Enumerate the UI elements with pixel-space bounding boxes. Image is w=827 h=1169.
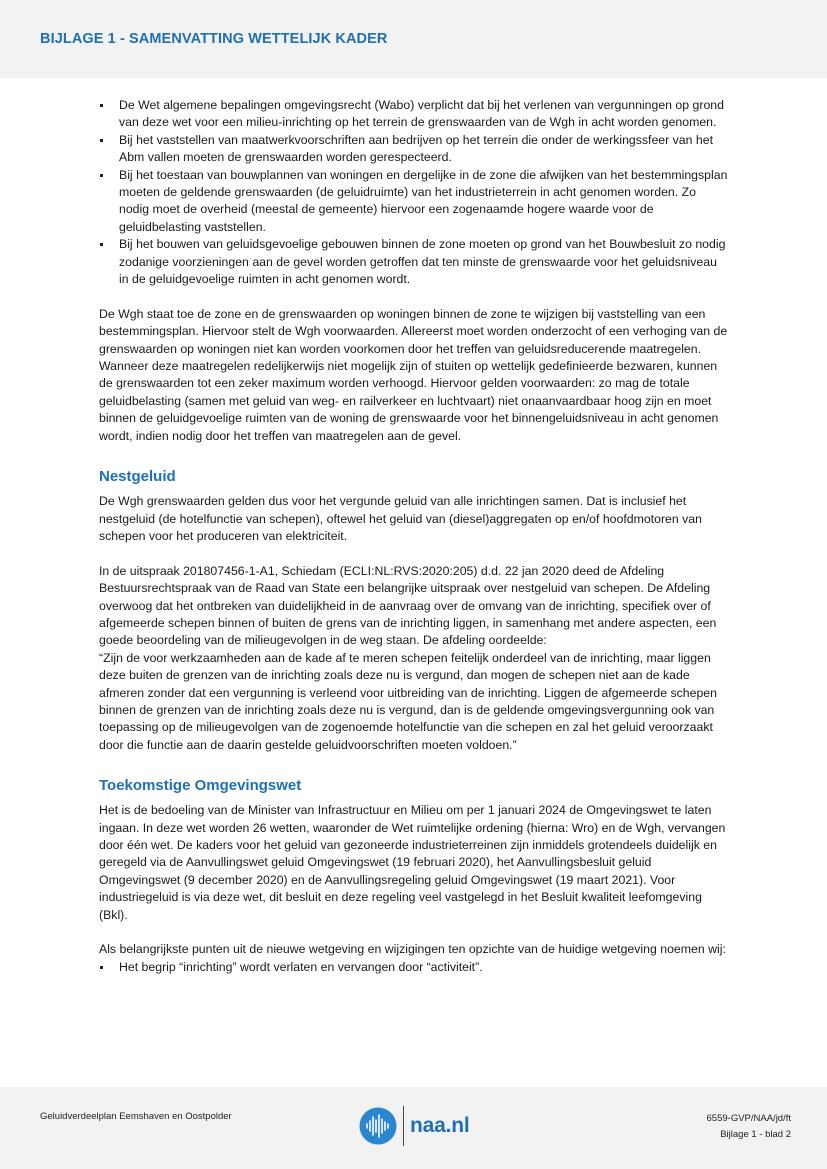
list-item: Het begrip “inrichting” wordt verlaten en vervangen door “activiteit”. <box>99 959 729 976</box>
footer-project-name: Geluidverdeelplan Eemshaven en Oostpolder <box>40 1111 232 1122</box>
list-item: De Wet algemene bepalingen omgevingsrecht (Wabo) verplicht dat bij het verlenen van vergunningen op grond van deze wet voor een milieu-inrichting op het terrein de grenswaarden van de Wgh in acht worden genomen. <box>99 97 729 132</box>
bullet-list-top <box>99 97 729 288</box>
heading-omgevingswet: Toekomstige Omgevingswet <box>99 777 302 795</box>
list-item: Bij het vaststellen van maatwerkvoorschriften aan bedrijven op het terrein die onder de werkingssfeer van het Abm vallen moeten de grenswaarden worden gerespecteerd. <box>99 132 729 167</box>
list-item: Bij het bouwen van geluidsgevoelige gebouwen binnen de zone moeten op grond van het Bouwbesluit zo nodig zodanige voorzieningen aan de gevel worden getroffen dat ten minste de grenswaarde voor het geluidsniveau in de geluidgevoelige ruimten in acht genomen wordt. <box>99 236 729 288</box>
footer-reference <box>707 1111 791 1143</box>
paragraph-wgh: De Wgh staat toe de zone en de grenswaarden op woningen binnen de zone te wijzigen bij vaststelling van een bestemmingsplan. Hiervoor stelt de Wgh voorwaarden. Allereerst moet worden onderzocht of een verhoging van de grenswaarden op woningen niet kan worden voorkomen door het treffen van geluidsreducerende maatregelen. Wanneer deze maatregelen redelijkerwijs niet mogelijk zijn of stuiten op wettelijk gedefinieerde bezwaren, kunnen de grenswaarden tot een zeker maximum worden verhoogd. Hiervoor gelden voorwaarden: zo mag de totale geluidbelasting (samen met geluid van weg- en railverkeer en luchtvaart) niet onaanvaardbaar hoog zijn en moet binnen de geluidgevoelige ruimten van de woning de grenswaarde voor het binnengeluidsniveau in acht genomen wordt, indien nodig door het treffen van maatregelen aan de gevel. <box>99 306 728 443</box>
paragraph-nestgeluid-1: De Wgh grenswaarden gelden dus voor het vergunde geluid van alle inrichtingen samen. Dat is inclusief het nestgeluid (de hotelfunctie van schepen), oftewel het geluid van (diesel)aggregaten op en/of hoofdmotoren van schepen voor het produceren van elektriciteit. <box>99 494 702 543</box>
page-number: Bijlage 1 - blad 2 <box>720 1129 791 1140</box>
naa-logo <box>359 1104 469 1148</box>
paragraph-omgevingswet-2: Als belangrijkste punten uit de nieuwe wetgeving en wijzigingen ten opzichte van de huidige wetgeving noemen wij: <box>99 942 726 957</box>
bullet-list-omgevingswet <box>99 959 729 976</box>
paragraph-nestgeluid-2: In de uitspraak 201807456-1-A1, Schiedam (ECLI:NL:RVS:2020:205) d.d. 22 jan 2020 deed de Afdeling Bestuursrechtspraak van de Raad van State een belangrijke uitspraak over nestgeluid van schepen. De Afdeling overwoog dat het ontbreken van duidelijkheid in de aanvraag over de omvang van de inrichting, specifiek over of afgemeerde schepen binnen of buiten de grens van de inrichting liggen, in samenhang met andere aspecten, een goede beoordeling van de milieugevolgen in de weg staan. De afdeling oordeelde: <box>99 563 717 648</box>
heading-nestgeluid: Nestgeluid <box>99 468 176 486</box>
logo-divider <box>403 1106 404 1146</box>
page-footer <box>0 1087 827 1169</box>
quote-nestgeluid: “Zijn de voor werkzaamheden aan de kade af te meren schepen feitelijk onderdeel van de inrichting, maar liggen deze buiten de grenzen van de inrichting zoals deze nu is vergund, dan mogen de schepen niet aan de kade afmeren zonder dat een vergunning is verleend voor uitbreiding van de inrichting. Liggen de afgemeerde schepen binnen de grenzen van de inrichting zoals deze nu is vergund, dan is de geldende omgevingsvergunning ook van toepassing op de milieugevolgen van de zogenoemde hotelfunctie van die schepen en zal het geluid veroorzaakt door die functie aan de daarin gestelde geluidvoorschriften moeten voldoen.” <box>99 650 717 752</box>
document-body <box>99 97 729 976</box>
paragraph-omgevingswet-1: Het is de bedoeling van de Minister van Infrastructuur en Milieu om per 1 januari 2024 de Omgevingswet te laten ingaan. In deze wet worden 26 wetten, waaronder de Wet ruimtelijke ordening (hierna: Wro) en de Wgh, vervangen door één wet. De kaders voor het geluid van gezoneerde industrieterreinen zijn inmiddels grotendeels duidelijk en geregeld via de Aanvullingswet geluid Omgevingswet (19 februari 2020), het Aanvullingsbesluit geluid Omgevingswet (9 december 2020) en de Aanvullingsregeling geluid Omgevingswet (19 maart 2021). Voor industriegeluid is via deze wet, dit besluit en deze regeling veel vastgelegd in het Besluit kwaliteit leefomgeving (Bkl). <box>99 803 726 922</box>
page-title: BIJLAGE 1 - SAMENVATTING WETTELIJK KADER <box>40 31 388 47</box>
page-header <box>0 0 827 78</box>
soundwave-circle-icon <box>359 1107 397 1145</box>
list-item: Bij het toestaan van bouwplannen van woningen en dergelijke in de zone die afwijken van het bestemmingsplan moeten de geldende grenswaarden (de geluidruimte) van het industrieterrein in acht genomen worden. Zo nodig moet de overheid (meestal de gemeente) hiervoor een zogenaamde hogere waarde voor de geluidbelasting vaststellen. <box>99 167 729 237</box>
logo-text: naa.nl <box>410 1114 470 1137</box>
document-reference: 6559-GVP/NAA/jd/ft <box>706 1113 791 1124</box>
